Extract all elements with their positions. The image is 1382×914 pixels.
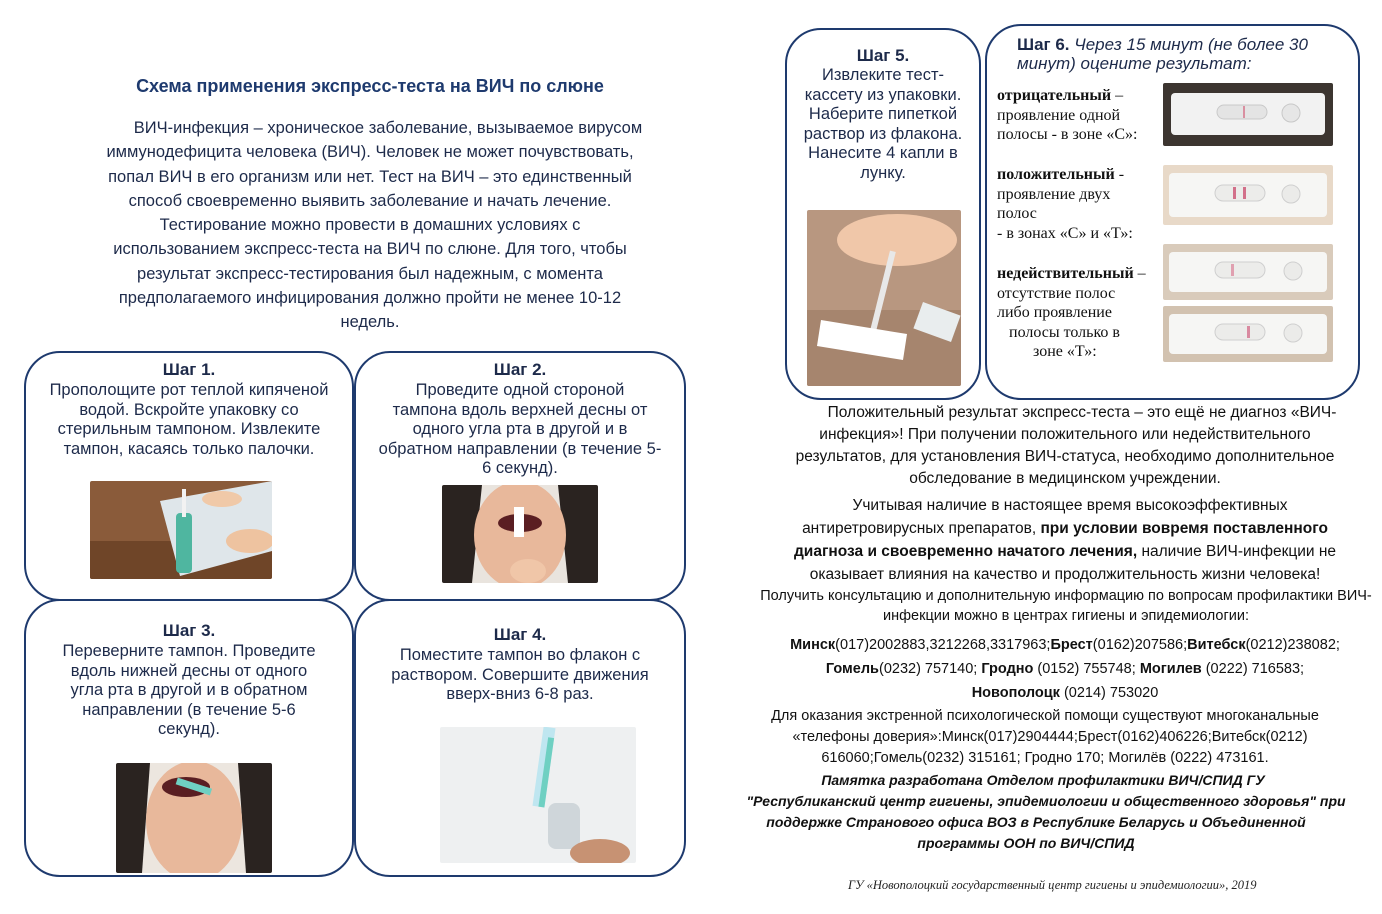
step-1-photo-swab-package [90,481,272,579]
step-1-heading: Шаг 1. [162,360,216,379]
step-4-text [356,646,684,705]
treatment-text: антиретровирусных препаратов, [802,520,1041,537]
city-phone[interactable]: (0214) 753020 [1059,685,1159,701]
step-line: кассету из упаковки. [804,85,962,104]
step-3-text [26,642,352,740]
step-line: обратном направлении (в течение 5- [378,439,662,458]
result-line: проявление одной [997,106,1121,124]
intro-line: предполагаемого инфицирования должно пройти не менее 10-12 [118,289,622,308]
result-line: проявление двух [997,185,1111,203]
treatment-line [740,540,1382,563]
result-invalid-photo-1 [1163,244,1333,300]
credits-line: программы ООН по ВИЧ/СПИД [917,835,1135,851]
step-2-photo-mouth-swab [442,485,598,583]
result-term: положительный [997,166,1115,183]
city-name: Витебск [1187,637,1246,653]
city-phones-line [740,657,1382,681]
result-negative-photo [1163,83,1333,146]
step-line: лунку. [860,163,906,182]
result-line: отсутствие полос [997,284,1116,302]
step-line: тампона вдоль верхней десны от [392,400,648,419]
step-line: водой. Вскройте упаковку со [79,400,299,419]
step-6-card [985,24,1360,400]
city-phone[interactable]: (0232) 757140; [878,661,982,677]
step-line: секунд). [158,720,220,738]
result-term: отрицательный [997,87,1112,104]
treatment-emphasis: диагноза и своевременно начатого лечения, [793,543,1138,560]
step-5-heading: Шаг 5. [856,46,910,65]
step-line: Наберите пипеткой [808,105,958,123]
result-negative-label [997,86,1177,145]
city-name: Гомель [825,661,879,677]
result-line: либо проявление [997,304,1112,321]
result-positive-label [997,165,1177,243]
city-phones-line [740,681,1382,705]
treatment-emphasis: при условии вовремя поставленного [1040,520,1328,537]
treatment-text: наличие ВИЧ-инфекции не [1137,543,1337,560]
result-line: зоне «Т»: [1033,343,1097,360]
result-line: - в зонах «С» и «Т»: [997,224,1133,242]
hotline-paragraph [740,706,1382,769]
step-2-heading: Шаг 2. [493,360,547,379]
consult-line: Получить консультацию и дополнительную информацию по вопросам профилактики ВИЧ- [760,588,1372,604]
result-term-dash: - [1114,166,1125,183]
step-6-heading [1017,35,1357,73]
treatment-line: Учитывая наличие в настоящее время высокоэффективных [852,497,1288,514]
consult-paragraph [736,586,1382,626]
result-line: полос [997,205,1037,222]
city-name: Брест [1050,637,1093,653]
step-4-heading: Шаг 4. [493,625,547,644]
note-line: Положительный результат экспресс-теста – это ещё не диагноз «ВИЧ- [827,404,1337,421]
city-phone[interactable]: (0212)238082; [1245,637,1340,653]
city-phone[interactable]: (0222) 716583; [1201,661,1305,677]
result-term-dash: – [1111,87,1124,104]
step-line: Нанесите 4 капли в [808,144,958,162]
credits-line: поддержке Странового офиса ВОЗ в Республике Беларусь и Объединенной [766,814,1306,830]
step-line: Проведите одной стороной [415,381,625,399]
footer-organization: ГУ «Новополоцкий государственный центр гигиены и эпидемиологии», 2019 [848,878,1257,892]
hotline-line: Для оказания экстренной психологической помощи существуют многоканальные [771,708,1319,724]
treatment-line: оказывает влияния на качество и продолжительность жизни человека! [809,566,1321,583]
intro-line: ВИЧ-инфекция – хроническое заболевание, вызываемое вирусом [133,119,643,137]
treatment-line [740,517,1382,540]
step-5-card [785,28,981,400]
step-5-text [787,66,979,183]
intro-line: иммунодефицита человека (ВИЧ). Человек не может почувствовать, [106,143,634,162]
result-line: полосы - в зоне «С»: [997,126,1138,143]
step-line: вверх-вниз 6-8 раз. [446,685,594,703]
step-6-heading-label: Шаг 6. [1017,35,1070,54]
city-phone[interactable]: (0162)207586; [1092,637,1188,653]
step-3-heading: Шаг 3. [162,621,216,640]
city-name: Минск [790,637,836,653]
page-title: Схема применения экспресс-теста на ВИЧ по слюне [136,76,604,96]
step-line: направлении (в течение 5-6 [82,700,296,719]
result-term-dash: – [1133,265,1146,282]
result-invalid-label [997,264,1177,362]
hotline-line: 616060;Гомель(0232) 315161; Гродно 170; Могилёв (0222) 473161. [821,750,1269,766]
intro-line: попал ВИЧ в его организм или нет. Тест на ВИЧ – это единственный [108,167,632,186]
hotline-line: «телефоны доверия»:Минск(017)2904444;Брест(0162)406226;Витебск(0212) [792,729,1308,745]
step-3-card [24,599,354,877]
intro-line: недель. [340,313,400,332]
step-line: раствором. Совершите движения [391,665,649,684]
treatment-paragraph [740,494,1382,586]
result-positive-photo [1163,165,1333,225]
step-line: одного угла рта в другой и в [412,420,628,438]
note-line: обследование в медицинском учреждении. [909,470,1221,487]
intro-line: Тестирование можно провести в домашних условиях с [159,216,581,235]
city-phone[interactable]: (017)2002883,3212268,3317963; [835,637,1051,653]
step-line: Извлеките тест- [821,66,945,84]
result-line: полосы только в [1009,323,1120,341]
step-1-text [26,381,352,459]
city-name: Гродно [981,661,1034,677]
consult-line: инфекции можно в центрах гигиены и эпидемиологии: [883,608,1249,624]
result-term: недействительный [997,265,1134,282]
city-phone[interactable]: (0152) 755748; [1033,661,1140,677]
step-line: угла рта в другой и в обратном [70,681,308,699]
step-line: Переверните тампон. Проведите [62,642,316,660]
step-line: стерильным тампоном. Извлеките [57,420,321,438]
step-3-photo-lower-gum-swab [116,763,272,873]
city-phones [740,633,1382,705]
intro-line: использованием экспресс-теста на ВИЧ по слюне. Для того, чтобы [113,240,627,259]
credits-paragraph [716,770,1376,854]
note-line: результатов, для установления ВИЧ-статуса, необходимо дополнительное [795,448,1335,465]
intro-paragraph [60,116,680,335]
credits-line: "Республиканский центр гигиены, эпидемиологии и общественного здоровья" при [746,793,1346,809]
city-name: Могилев [1139,661,1202,677]
positive-result-note [740,402,1382,490]
step-2-text [356,381,684,479]
result-invalid-photo-2 [1163,306,1333,362]
step-6-heading-instruction-cont: минут) оцените результат: [1017,54,1252,73]
intro-line: результат экспресс-тестирования был надежным, с момента [137,264,603,283]
intro-line: способ своевременно выявить заболевание и начать лечение. [128,191,612,210]
step-2-card [354,351,686,601]
step-4-card [354,599,686,877]
step-line: 6 секунд). [482,459,558,477]
step-line: Поместите тампон во флакон с [399,646,641,664]
city-name: Новополоцк [971,685,1060,701]
note-line: инфекция»! При получении положительного или недействительного [819,426,1311,443]
step-1-card [24,351,354,601]
step-4-photo-vial [440,727,636,863]
step-line: Прополощите рот теплой кипяченой [49,381,329,399]
credits-line: Памятка разработана Отделом профилактики ВИЧ/СПИД ГУ [821,772,1265,788]
step-line: раствор из флакона. [803,124,963,143]
step-line: тампон, касаясь только палочки. [63,439,315,458]
city-phones-line [740,633,1382,657]
step-5-photo-pipette-cassette [807,210,961,386]
step-line: вдоль нижней десны от одного [70,661,308,680]
step-6-heading-instruction: Через 15 минут (не более 30 [1074,35,1308,54]
